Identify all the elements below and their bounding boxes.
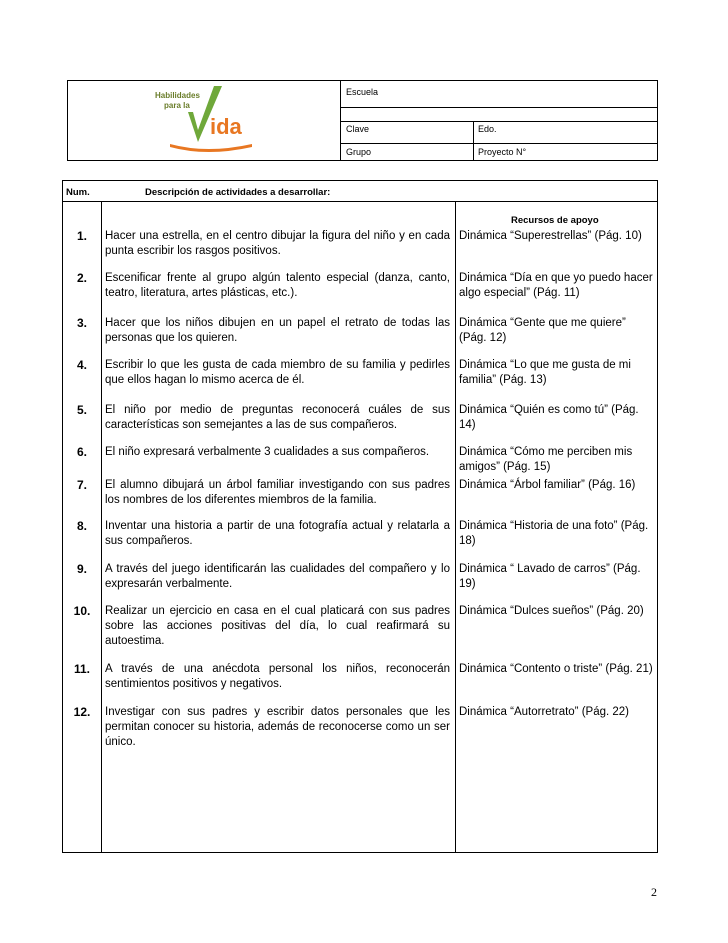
row-desc: El niño por medio de preguntas reconocerá cuáles de sus características son semejantes a las de sus compañeros. xyxy=(105,404,450,431)
header-box xyxy=(67,80,658,161)
row-res: Dinámica “Superestrellas” (Pág. 10) xyxy=(459,230,642,242)
row-res: Dinámica “Día en que yo puedo hacer algo especial” (Pág. 11) xyxy=(459,272,653,299)
row-num: 1. xyxy=(76,229,87,243)
row-desc: A través de una anécdota personal los niños, reconocerán sentimientos positivos y negativos. xyxy=(105,663,450,690)
row-desc: Realizar un ejercicio en casa en el cual platicará con sus padres sobre las acciones positivas del día, lo cual reafirmará su autoestima. xyxy=(105,605,450,647)
row-desc: El niño expresará verbalmente 3 cualidades a sus compañeros. xyxy=(105,446,430,458)
row-res: Dinámica “Autorretrato” (Pág. 22) xyxy=(459,706,630,718)
activities-table xyxy=(62,180,658,853)
row-res: Dinámica “Gente que me quiere” (Pág. 12) xyxy=(459,317,626,344)
row-desc: Investigar con sus padres y escribir datos personales que les permitan conocer su historia, además de reconocerse como un ser único. xyxy=(105,706,450,748)
proyecto-label: Proyecto N° xyxy=(478,147,527,157)
row-num: 4. xyxy=(76,358,87,372)
row-desc: El alumno dibujará un árbol familiar investigando con sus padres los nombres de los diferentes miembros de la familia. xyxy=(105,479,450,506)
row-num: 8. xyxy=(76,519,87,533)
grupo-label: Grupo xyxy=(346,147,372,157)
row-res: Dinámica “Dulces sueños” (Pág. 20) xyxy=(459,605,644,617)
row-desc: Hacer que los niños dibujen en un papel el retrato de todas las personas que los quieren. xyxy=(105,317,450,344)
logo-text-2: para la xyxy=(164,101,190,110)
row-desc: A través del juego identificarán las cualidades del compañero y lo expresarán verbalmente. xyxy=(105,563,450,590)
row-num: 5. xyxy=(76,403,87,417)
col-res-header: Recursos de apoyo xyxy=(511,215,599,226)
row-res: Dinámica “Cómo me perciben mis amigos” (Pág. 15) xyxy=(459,446,633,473)
row-num: 6. xyxy=(76,445,87,459)
row-desc: Inventar una historia a partir de una fotografía actual y relatarla a sus compañeros. xyxy=(105,520,450,547)
row-res: Dinámica “Árbol familiar” (Pág. 16) xyxy=(459,479,636,491)
row-res: Dinámica “Contento o triste” (Pág. 21) xyxy=(459,663,653,675)
row-num: 11. xyxy=(73,662,91,676)
row-res: Dinámica “ Lavado de carros” (Pág. 19) xyxy=(459,563,641,590)
logo-text-1: Habilidades xyxy=(155,91,200,100)
row-num: 12. xyxy=(73,705,91,719)
row-num: 7. xyxy=(76,478,87,492)
row-res: Dinámica “Lo que me gusta de mi familia” (Pág. 13) xyxy=(459,359,631,386)
row-num: 2. xyxy=(76,271,87,285)
habilidades-para-la-vida-logo xyxy=(152,84,262,154)
page-number: 2 xyxy=(651,885,657,899)
row-desc: Escenificar frente al grupo algún talento especial (danza, canto, teatro, literatura, artes plásticas, etc.). xyxy=(105,272,450,299)
col-desc-header: Descripción de actividades a desarrollar: xyxy=(145,187,331,198)
col-num-header: Num. xyxy=(66,187,90,198)
row-desc: Escribir lo que les gusta de cada miembro de su familia y pedirles que ellos hagan lo mismo acerca de él. xyxy=(105,359,450,386)
escuela-label: Escuela xyxy=(346,87,379,97)
row-res: Dinámica “Historia de una foto” (Pág. 18) xyxy=(459,520,649,547)
clave-label: Clave xyxy=(346,124,370,134)
row-res: Dinámica “Quién es como tú” (Pág. 14) xyxy=(459,404,639,431)
edo-label: Edo. xyxy=(478,124,497,134)
row-desc: Hacer una estrella, en el centro dibujar la figura del niño y en cada punta escribir los rasgos positivos. xyxy=(105,230,450,257)
row-num: 3. xyxy=(76,316,87,330)
logo-text-3: ida xyxy=(210,114,242,139)
row-num: 10. xyxy=(73,604,91,618)
row-num: 9. xyxy=(76,562,87,576)
